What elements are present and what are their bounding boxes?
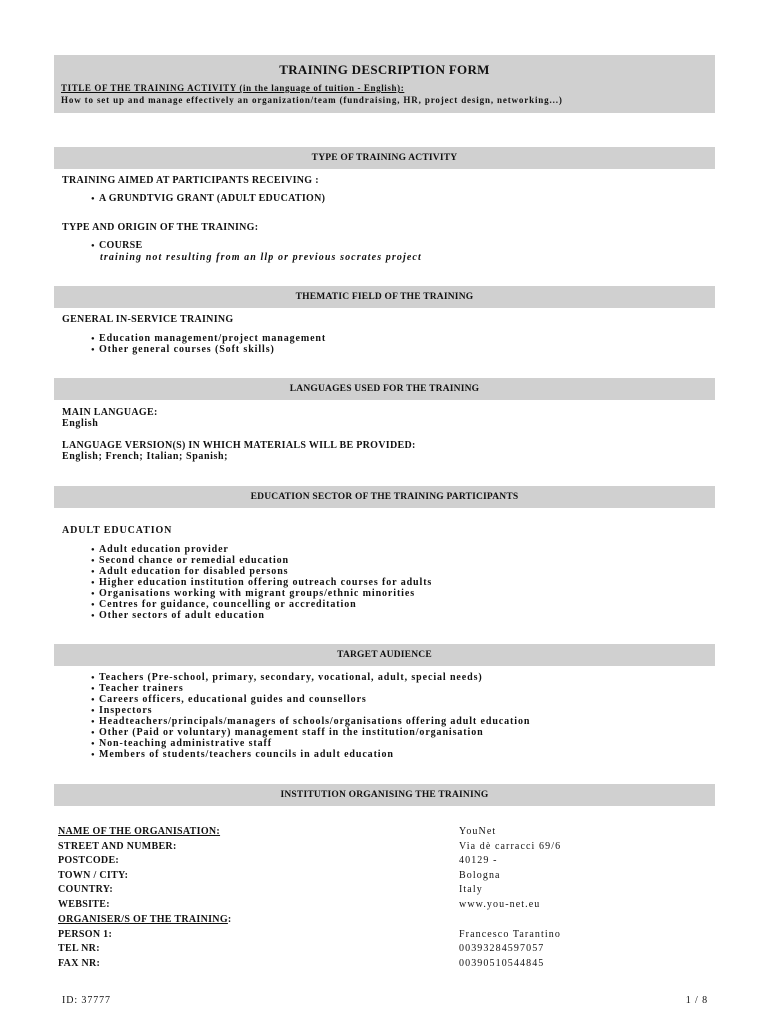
origin-list	[91, 240, 142, 251]
postcode-value: 40129 -	[459, 855, 498, 866]
tel-label: TEL NR:	[58, 943, 100, 954]
organisers-label: ORGANISER/S OF THE TRAINING	[58, 914, 228, 925]
list-item: ● Non-teaching administrative staff	[91, 738, 530, 749]
list-item: ● Members of students/teachers councils in adult education	[91, 749, 530, 760]
town-value: Bologna	[459, 870, 501, 881]
origin-note: training not resulting from an llp or previous socrates project	[100, 252, 422, 263]
sector-section-heading: EDUCATION SECTOR OF THE TRAINING PARTICIPANTS	[54, 486, 715, 508]
aimed-list	[91, 193, 325, 204]
form-header-band	[54, 55, 715, 113]
sector-label: ADULT EDUCATION	[62, 525, 173, 536]
country-label: COUNTRY:	[58, 884, 114, 895]
languages-section-heading: LANGUAGES USED FOR THE TRAINING	[54, 378, 715, 400]
list-item: ● Second chance or remedial education	[91, 555, 432, 566]
person-value: Francesco Tarantino	[459, 929, 561, 940]
list-item: ● Other general courses (Soft skills)	[91, 344, 326, 355]
town-label: TOWN / CITY:	[58, 870, 129, 881]
institution-section-heading: INSTITUTION ORGANISING THE TRAINING	[54, 784, 715, 806]
origin-label: TYPE AND ORIGIN OF THE TRAINING:	[62, 222, 259, 233]
versions-value: English; French; Italian; Spanish;	[62, 451, 229, 462]
sector-list	[91, 544, 432, 621]
person-label: PERSON 1:	[58, 929, 113, 940]
list-item: ● Inspectors	[91, 705, 530, 716]
main-language-label: MAIN LANGUAGE:	[62, 407, 158, 418]
organisers-label-row	[58, 913, 232, 927]
aimed-label: TRAINING AIMED AT PARTICIPANTS RECEIVING :	[62, 175, 319, 186]
list-item: ● Teacher trainers	[91, 683, 530, 694]
list-item: ● Organisations working with migrant groups/ethnic minorities	[91, 588, 432, 599]
list-item: ● Adult education provider	[91, 544, 432, 555]
list-item: ● A GRUNDTVIG GRANT (ADULT EDUCATION)	[91, 193, 325, 204]
list-item: ● Adult education for disabled persons	[91, 566, 432, 577]
main-language-value: English	[62, 418, 99, 429]
list-item: ● COURSE	[91, 240, 142, 251]
list-item: ● Careers officers, educational guides and counsellors	[91, 694, 530, 705]
list-item: ● Centres for guidance, councelling or accreditation	[91, 599, 432, 610]
tel-value: 00393284597057	[459, 943, 545, 954]
street-label: STREET AND NUMBER:	[58, 841, 177, 852]
list-item: ● Education management/project management	[91, 333, 326, 344]
audience-list	[91, 672, 530, 760]
country-value: Italy	[459, 884, 483, 895]
list-item: ● Headteachers/principals/managers of schools/organisations offering adult education	[91, 716, 530, 727]
list-item: ● Other sectors of adult education	[91, 610, 432, 621]
street-value: Via dè carracci 69/6	[459, 841, 562, 852]
form-title: TRAINING DESCRIPTION FORM	[279, 62, 490, 77]
audience-section-heading: TARGET AUDIENCE	[54, 644, 715, 666]
thematic-section-heading: THEMATIC FIELD OF THE TRAINING	[54, 286, 715, 308]
website-value[interactable]: www.you-net.eu	[459, 899, 541, 910]
training-title-label: TITLE OF THE TRAINING ACTIVITY (in the language of tuition - English):	[61, 83, 405, 93]
list-item: ● Higher education institution offering outreach courses for adults	[91, 577, 432, 588]
list-item: ● Teachers (Pre-school, primary, secondary, vocational, adult, special needs)	[91, 672, 530, 683]
thematic-list	[91, 333, 326, 355]
organisers-colon: :	[227, 914, 232, 925]
versions-label: LANGUAGE VERSION(S) IN WHICH MATERIALS WILL BE PROVIDED:	[62, 440, 416, 451]
thematic-label: GENERAL IN-SERVICE TRAINING	[62, 314, 234, 325]
type-section-heading: TYPE OF TRAINING ACTIVITY	[54, 147, 715, 169]
website-label: WEBSITE:	[58, 899, 110, 910]
footer-id: ID: 37777	[62, 995, 111, 1006]
org-name-label: NAME OF THE ORGANISATION:	[58, 826, 221, 837]
fax-value: 00390510544845	[459, 958, 545, 969]
training-title-value: How to set up and manage effectively an organization/team (fundraising, HR, project design, networking...)	[61, 95, 563, 105]
list-item: ● Other (Paid or voluntary) management staff in the institution/organisation	[91, 727, 530, 738]
postcode-label: POSTCODE:	[58, 855, 120, 866]
footer-page-number: 1 / 8	[685, 995, 708, 1006]
org-name-value: YouNet	[459, 826, 497, 837]
fax-label: FAX NR:	[58, 958, 101, 969]
